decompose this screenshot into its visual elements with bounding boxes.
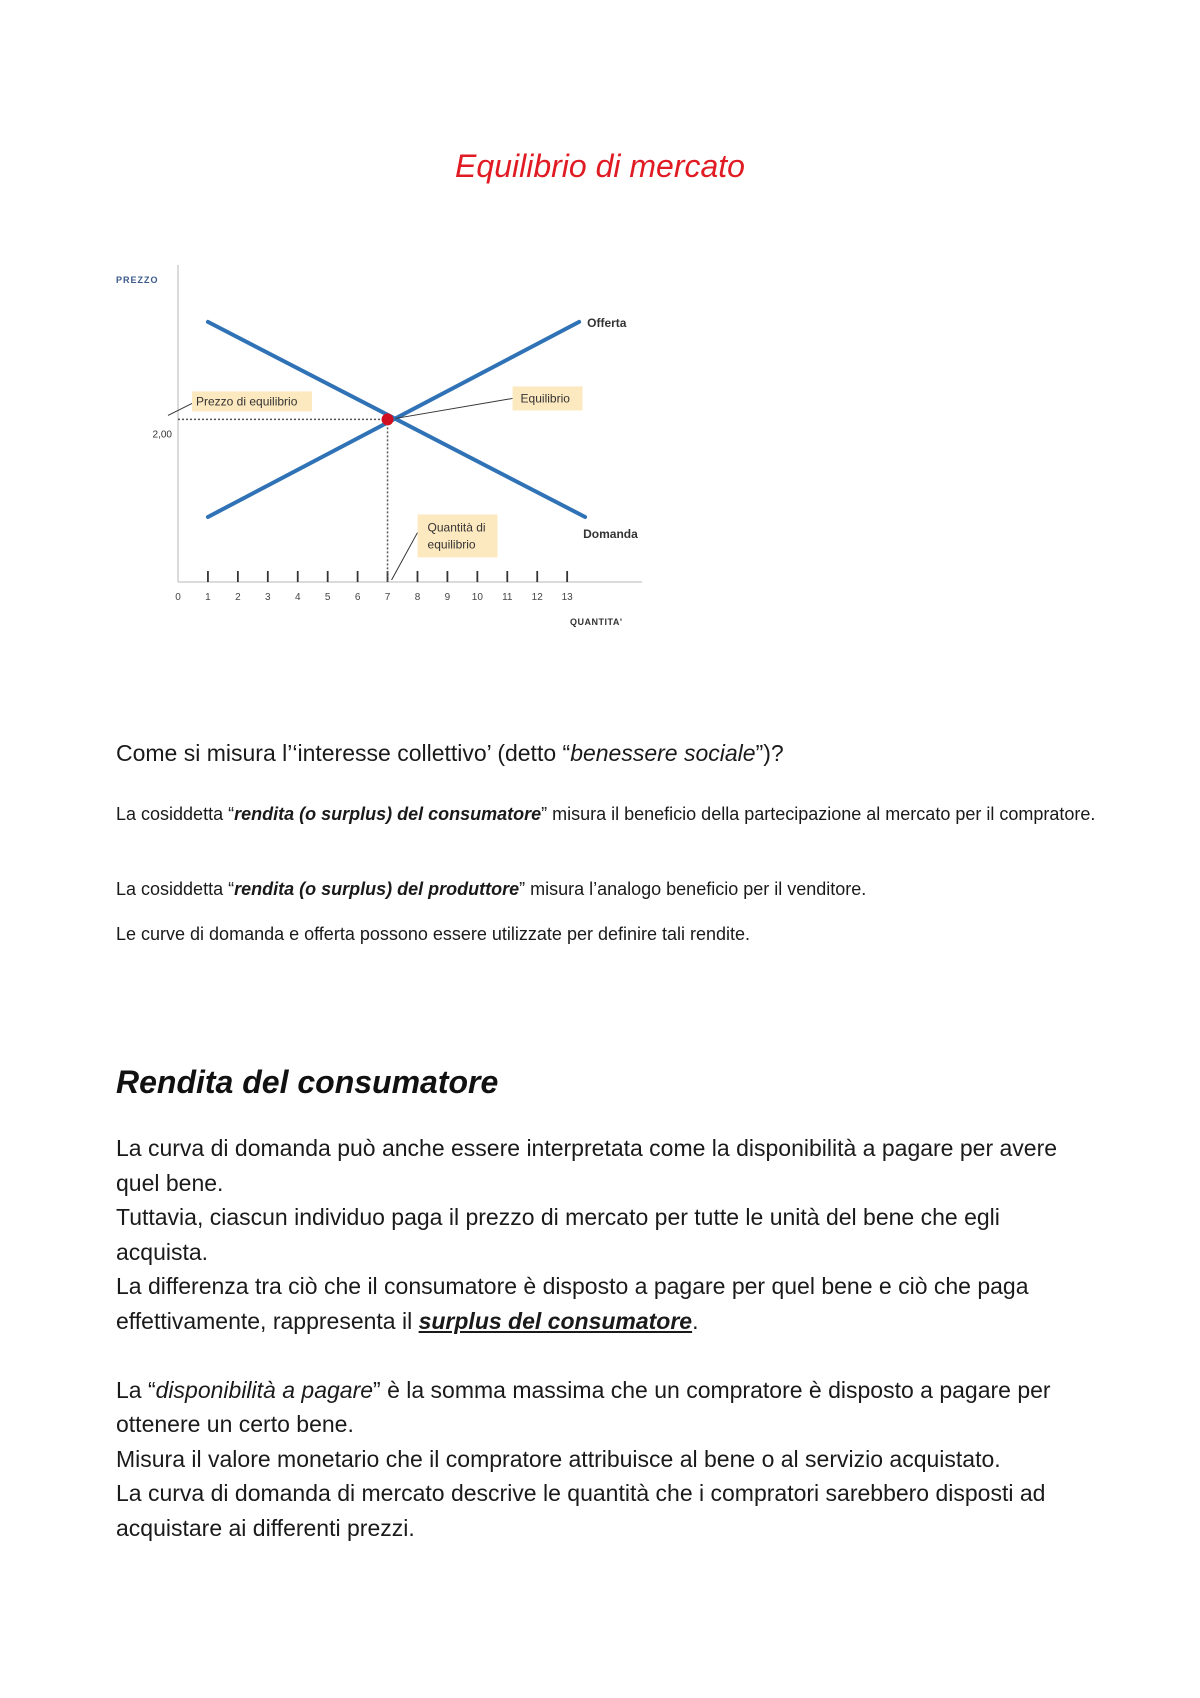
paragraph-gap bbox=[116, 1338, 1096, 1373]
x-tick-label: 10 bbox=[471, 592, 483, 603]
x-tick-label: 1 bbox=[205, 592, 211, 603]
section-line-4 bbox=[116, 1373, 1096, 1442]
quantity-annotation-text-2: equilibrio bbox=[427, 537, 476, 552]
x-tick-label: 2 bbox=[235, 592, 241, 603]
equilibrium-annotation-text: Equilibrio bbox=[520, 391, 570, 406]
x-tick-label: 4 bbox=[294, 592, 301, 603]
demand-label: Domanda bbox=[583, 526, 638, 541]
p1-part-1: La cosiddetta “ bbox=[116, 804, 235, 824]
x-tick-label: 8 bbox=[414, 592, 421, 603]
section-line-2: Tuttavia, ciascun individuo paga il prezzo di mercato per tutte le unità del bene che egli acquista. bbox=[116, 1204, 1000, 1265]
p2-term: rendita (o surplus) del produttore bbox=[234, 879, 520, 899]
line4-italic: disponibilità a pagare bbox=[155, 1376, 374, 1403]
x-tick-label: 13 bbox=[561, 592, 573, 603]
section-line-3 bbox=[116, 1269, 1096, 1338]
section-heading: Rendita del consumatore bbox=[116, 1064, 499, 1100]
equilibrium-point bbox=[382, 413, 394, 425]
line3-part-2: . bbox=[692, 1307, 699, 1334]
line3-part-1: La differenza tra ciò che il consumatore è disposto a pagare per quel bene e ciò che paga effettivamente, rappresenta il bbox=[116, 1273, 1029, 1334]
line4-part-2: ” è la somma massima che un compratore è disposto a pagare per ottenere un certo bene. bbox=[116, 1376, 1051, 1437]
section-body bbox=[116, 1131, 1096, 1545]
producer-surplus-paragraph bbox=[116, 875, 1096, 903]
p2-part-1: La cosiddetta “ bbox=[116, 879, 235, 899]
x-tick-group bbox=[175, 571, 573, 603]
equilibrium-chart bbox=[110, 265, 670, 630]
question-italic: benessere sociale bbox=[570, 740, 756, 766]
x-tick-label: 11 bbox=[502, 592, 513, 603]
price-annotation-text: Prezzo di equilibrio bbox=[196, 394, 298, 409]
x-tick-label: 7 bbox=[384, 592, 391, 603]
question-heading bbox=[116, 738, 1096, 768]
question-part-2: ”)? bbox=[755, 740, 784, 766]
y-tick-label: 2,00 bbox=[152, 429, 172, 441]
section-line-5: Misura il valore monetario che il compratore attribuisce al bene o al servizio acquistato. bbox=[116, 1445, 1001, 1472]
supply-label: Offerta bbox=[587, 315, 627, 330]
section-line-1: La curva di domanda può anche essere interpretata come la disponibilità a pagare per avere quel bene. bbox=[116, 1135, 1058, 1196]
x-tick-label: 0 bbox=[175, 592, 181, 603]
consumer-surplus-paragraph bbox=[116, 800, 1096, 828]
quantity-annotation-leader bbox=[392, 532, 418, 580]
question-part-1: Come si misura l’‘interesse collettivo’ (detto “ bbox=[116, 740, 571, 766]
line4-part-1: La “ bbox=[116, 1376, 156, 1403]
x-tick-label: 9 bbox=[444, 592, 451, 603]
curves-paragraph: Le curve di domanda e offerta possono essere utilizzate per definire tali rendite. bbox=[116, 924, 751, 944]
page-title: Equilibrio di mercato bbox=[455, 148, 745, 184]
x-tick-label: 12 bbox=[531, 592, 543, 603]
p1-part-2: ” misura il beneficio della partecipazione al mercato per il compratore. bbox=[541, 804, 1096, 824]
price-annotation-leader bbox=[168, 403, 192, 415]
y-axis-label: PREZZO bbox=[116, 275, 159, 285]
x-tick-label: 5 bbox=[324, 592, 331, 603]
p2-part-2: ” misura l’analogo beneficio per il venditore. bbox=[519, 879, 867, 899]
quantity-annotation-text-1: Quantità di bbox=[427, 520, 486, 535]
x-tick-label: 6 bbox=[354, 592, 361, 603]
surplus-link: surplus del consumatore bbox=[418, 1307, 693, 1334]
x-axis-label: QUANTITA' bbox=[570, 617, 623, 627]
x-tick-label: 3 bbox=[265, 592, 271, 603]
p1-term: rendita (o surplus) del consumatore bbox=[234, 804, 542, 824]
section-line-6: La curva di domanda di mercato descrive le quantità che i compratori sarebbero disposti ad acquistare ai differenti prezzi. bbox=[116, 1480, 1046, 1541]
